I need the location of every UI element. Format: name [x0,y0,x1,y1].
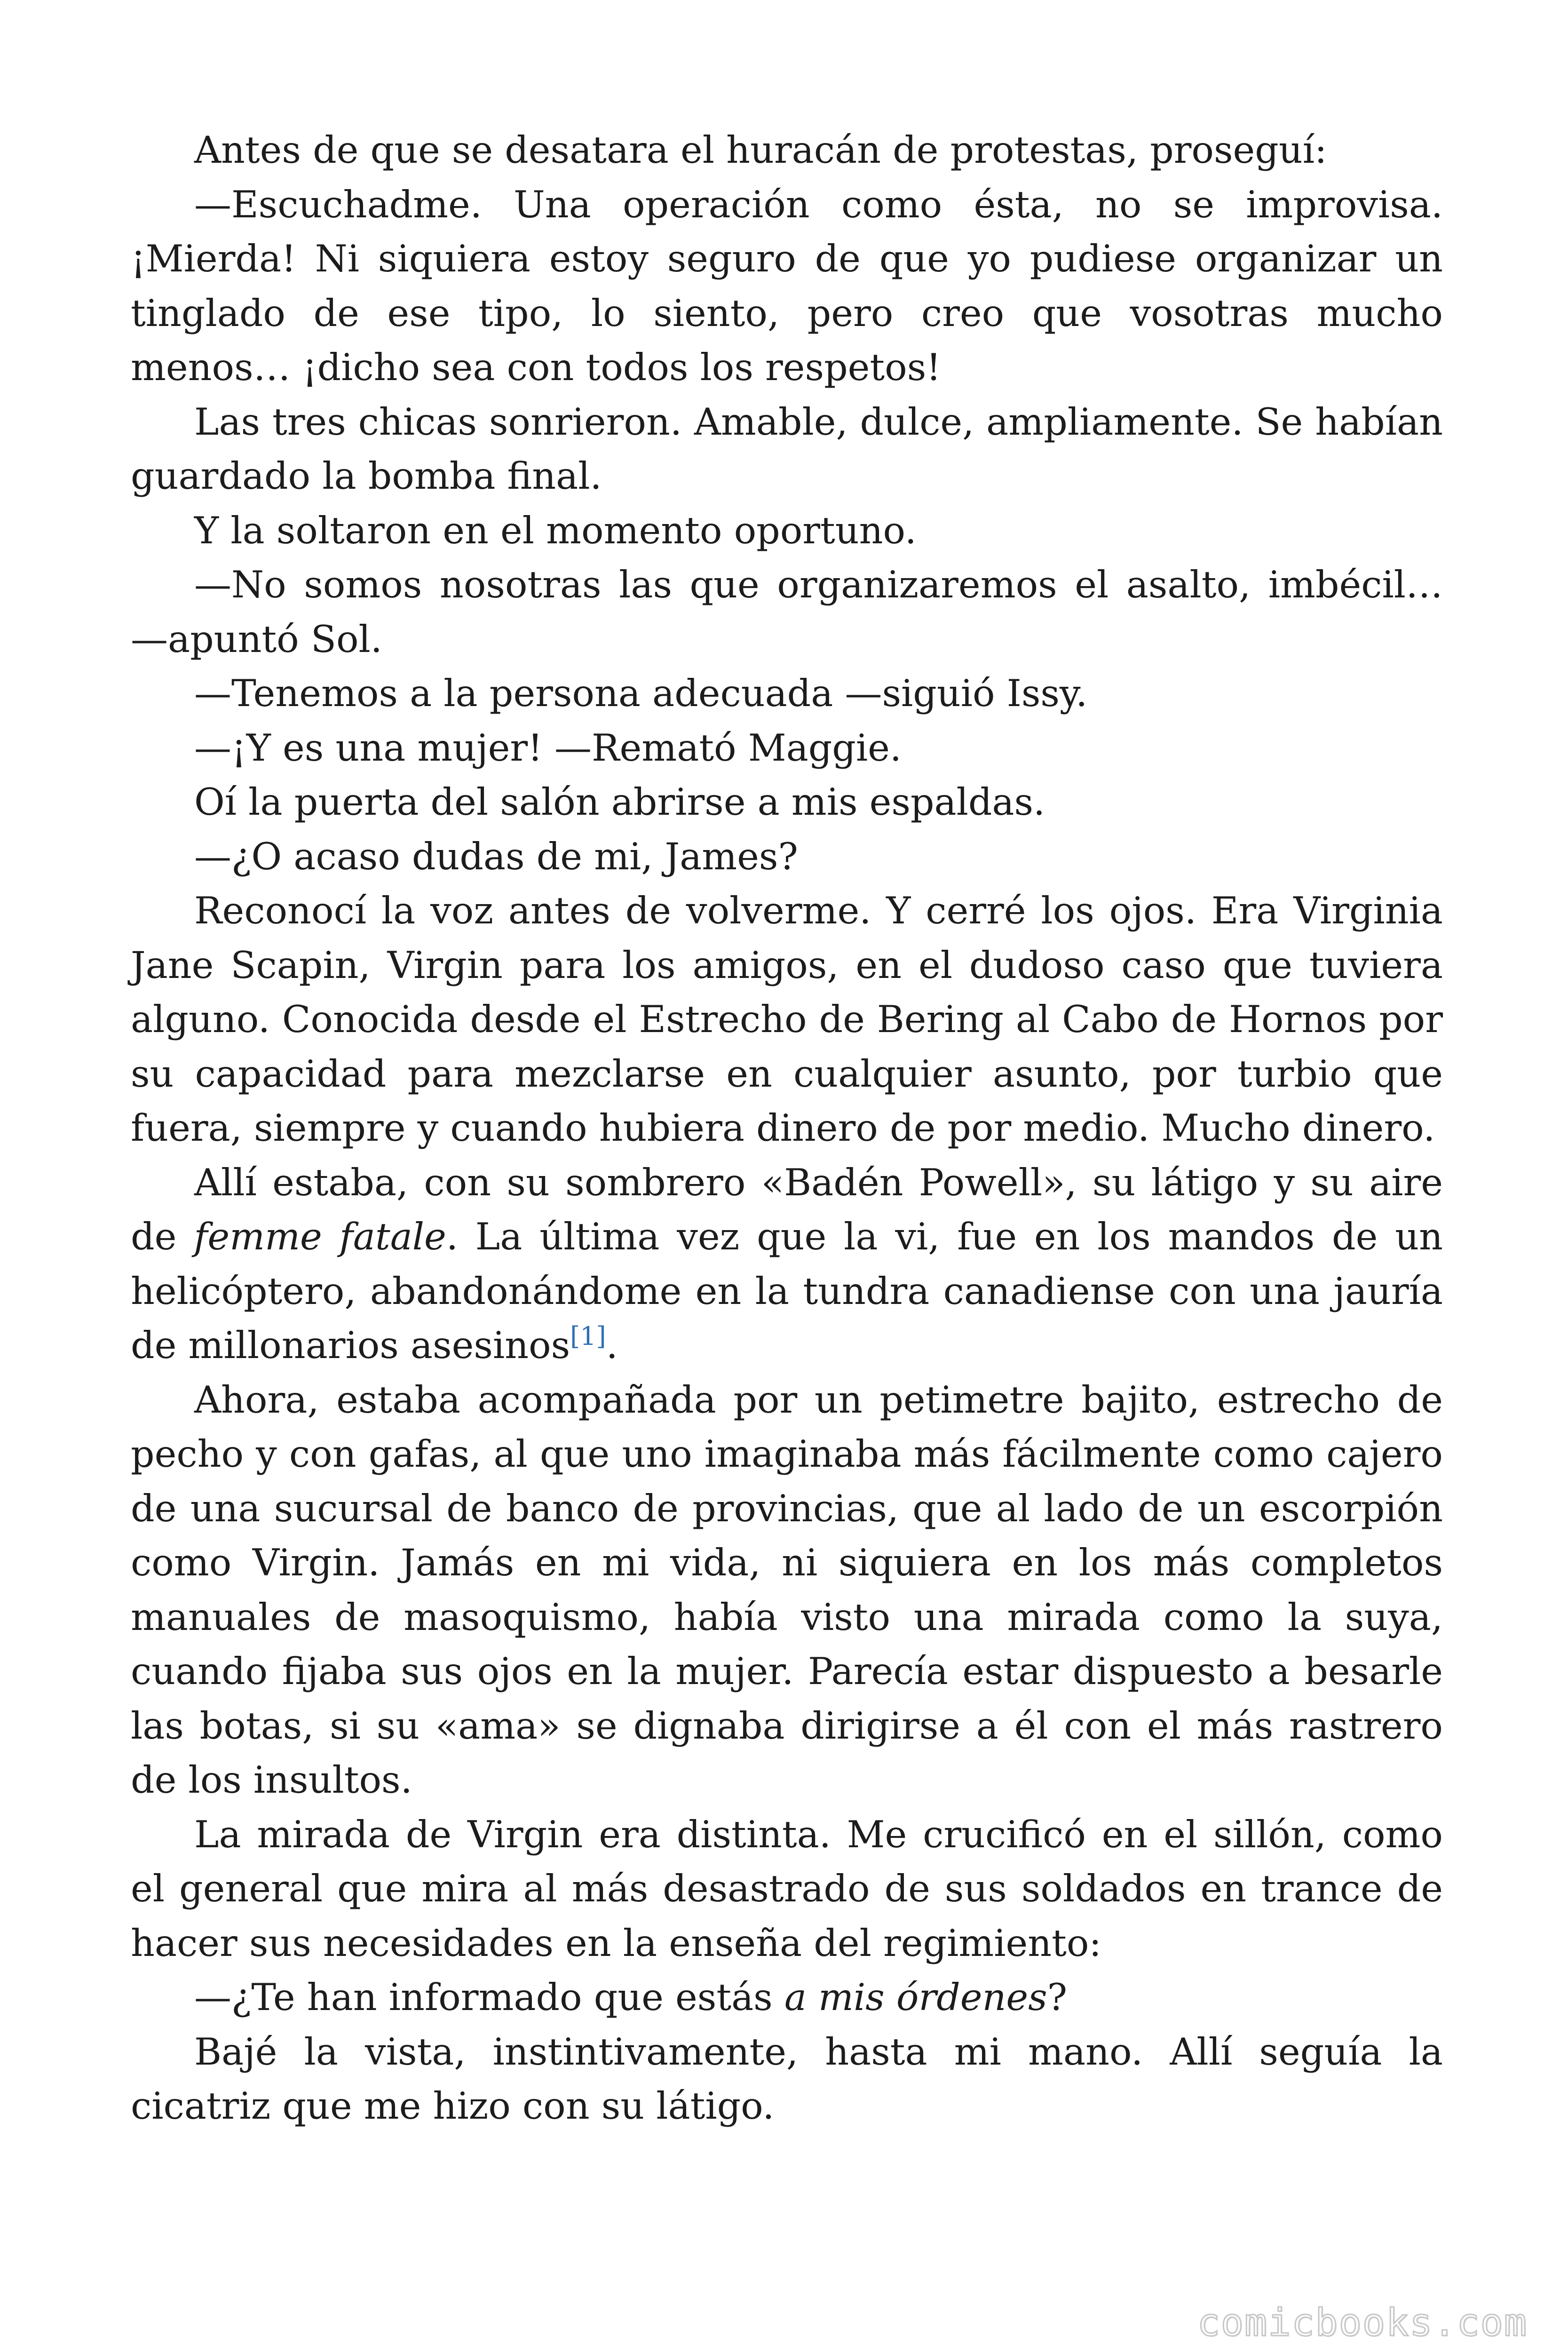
paragraph-8: Oí la puerta del salón abrirse a mis espaldas. [194,780,1045,824]
paragraph-7: —¡Y es una mujer! —Remató Maggie. [194,726,902,770]
paragraph-2: —Escuchadme. Una operación como ésta, no se improvisa. ¡Mierda! Ni siquiera estoy seguro de que yo pudiese organizar un tinglado de ese tipo, lo siento, pero creo que vosotras mucho menos… ¡dicho sea con todos los respetos! [131,183,1443,389]
paragraph-10: Reconocí la voz antes de volverme. Y cerré los ojos. Era Virginia Jane Scapin, Virgin para los amigos, en el dudoso caso que tuviera alguno. Conocida desde el Estrecho de Bering al Cabo de Hornos por su capacidad para mezclarse en cualquier asunto, por turbio que fuera, siempre y cuando hubiera dinero de por medio. Mucho dinero. [131,889,1443,1150]
body-text [131,123,1443,2134]
paragraph-3: Las tres chicas sonrieron. Amable, dulce, ampliamente. Se habían guardado la bomba final. [131,400,1443,498]
paragraph-14-italic: a mis órdenes [784,1976,1047,2019]
paragraph-13: La mirada de Virgin era distinta. Me crucificó en el sillón, como el general que mira al más desastrado de sus soldados en trance de hacer sus necesidades en la enseña del regimiento: [131,1812,1443,1965]
paragraph-11-italic: femme fatale [194,1215,446,1258]
paragraph-4: Y la soltaron en el momento oportuno. [194,509,917,552]
paragraph-14-text-a: —¿Te han informado que estás [194,1976,784,2019]
watermark-logo: comicbooks.com [1197,2301,1528,2344]
paragraph-11 [131,1156,1443,1373]
paragraph-11-text-c: . [606,1324,618,1367]
paragraph-9: —¿O acaso dudas de mi, James? [194,834,798,878]
paragraph-11-text-b: . La última vez que la vi, fue en los mandos de un helicóptero, abandonándome en la tundra canadiense con una jauría de millonarios asesinos [131,1215,1443,1367]
paragraph-15: Bajé la vista, instintivamente, hasta mi mano. Allí seguía la cicatriz que me hizo con su látigo. [131,2030,1443,2128]
paragraph-14 [131,1971,1443,2025]
paragraph-1: Antes de que se desatara el huracán de protestas, proseguí: [194,128,1327,172]
paragraph-12: Ahora, estaba acompañada por un petimetre bajito, estrecho de pecho y con gafas, al que uno imaginaba más fácilmente como cajero de una sucursal de banco de provincias, que al lado de un escorpión como Virgin. Jamás en mi vida, ni siquiera en los más completos manuales de masoquismo, había visto una mirada como la suya, cuando fijaba sus ojos en la mujer. Parecía estar dispuesto a besarle las botas, si su «ama» se dignaba dirigirse a él con el más rastrero de los insultos. [131,1378,1443,1802]
paragraph-5: —No somos nosotras las que organizaremos el asalto, imbécil… —apuntó Sol. [131,563,1443,661]
paragraph-14-text-b: ? [1047,1976,1068,2019]
footnote-link-1[interactable]: [1] [570,1321,606,1351]
paragraph-11-text-a: Allí estaba, con su sombrero «Badén Powell», su látigo y su aire de [131,1160,1443,1258]
paragraph-6: —Tenemos a la persona adecuada —siguió Issy. [194,672,1088,715]
